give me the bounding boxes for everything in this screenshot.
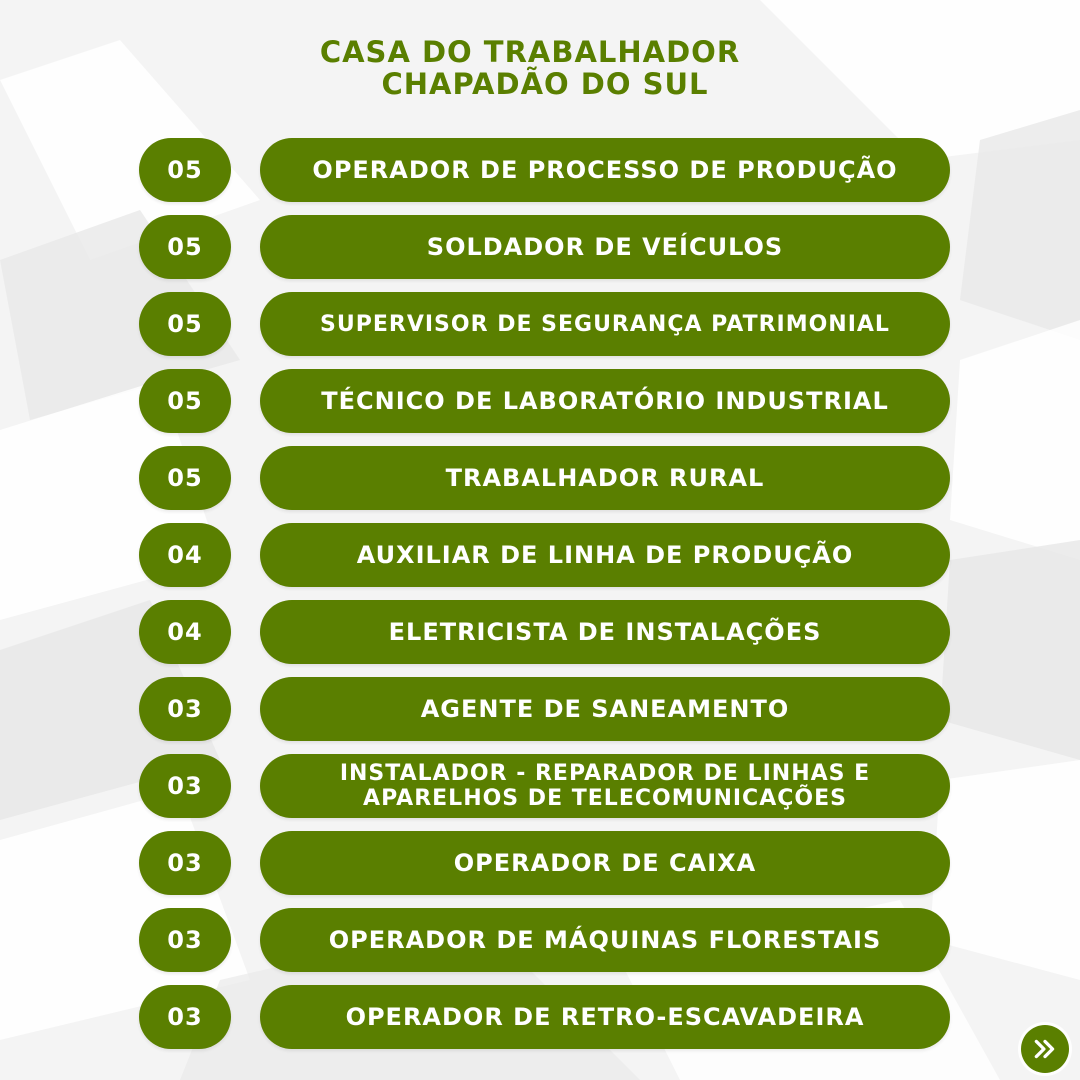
- vacancy-count: 03: [139, 985, 231, 1049]
- job-row: [0, 523, 1080, 587]
- vacancy-count: 05: [139, 215, 231, 279]
- vacancy-count: 03: [139, 831, 231, 895]
- job-row: [0, 831, 1080, 895]
- next-button[interactable]: [1021, 1025, 1069, 1073]
- title-line-2: CHAPADÃO DO SUL: [381, 67, 709, 101]
- job-title: ELETRICISTA DE INSTALAÇÕES: [260, 600, 950, 664]
- job-row: [0, 677, 1080, 741]
- vacancy-count: 03: [139, 754, 231, 818]
- job-row: [0, 754, 1080, 818]
- job-title-line-2: APARELHOS DE TELECOMUNICAÇÕES: [363, 786, 847, 811]
- job-title: OPERADOR DE PROCESSO DE PRODUÇÃO: [260, 138, 950, 202]
- job-row: [0, 215, 1080, 279]
- job-title: AUXILIAR DE LINHA DE PRODUÇÃO: [260, 523, 950, 587]
- vacancy-count: 05: [139, 369, 231, 433]
- job-row: [0, 908, 1080, 972]
- job-title: [260, 754, 950, 818]
- vacancy-count: 05: [139, 446, 231, 510]
- job-title-line-1: INSTALADOR - REPARADOR DE LINHAS E: [339, 761, 871, 786]
- job-row: [0, 600, 1080, 664]
- vacancy-count: 03: [139, 677, 231, 741]
- job-row: [0, 985, 1080, 1049]
- job-row: [0, 369, 1080, 433]
- job-row: [0, 138, 1080, 202]
- vacancy-count: 04: [139, 600, 231, 664]
- vacancy-count: 05: [139, 138, 231, 202]
- vacancy-count: 04: [139, 523, 231, 587]
- job-title: TÉCNICO DE LABORATÓRIO INDUSTRIAL: [260, 369, 950, 433]
- job-title: OPERADOR DE RETRO-ESCAVADEIRA: [260, 985, 950, 1049]
- title-line-1: CASA DO TRABALHADOR: [319, 35, 741, 69]
- vacancy-count: 03: [139, 908, 231, 972]
- job-title: OPERADOR DE CAIXA: [260, 831, 950, 895]
- job-title: SOLDADOR DE VEÍCULOS: [260, 215, 950, 279]
- job-title: SUPERVISOR DE SEGURANÇA PATRIMONIAL: [260, 292, 950, 356]
- job-title: OPERADOR DE MÁQUINAS FLORESTAIS: [260, 908, 950, 972]
- vacancy-count: 05: [139, 292, 231, 356]
- double-chevron-right-icon: [1032, 1036, 1058, 1062]
- job-title: AGENTE DE SANEAMENTO: [260, 677, 950, 741]
- job-title: TRABALHADOR RURAL: [260, 446, 950, 510]
- job-row: [0, 446, 1080, 510]
- job-row: [0, 292, 1080, 356]
